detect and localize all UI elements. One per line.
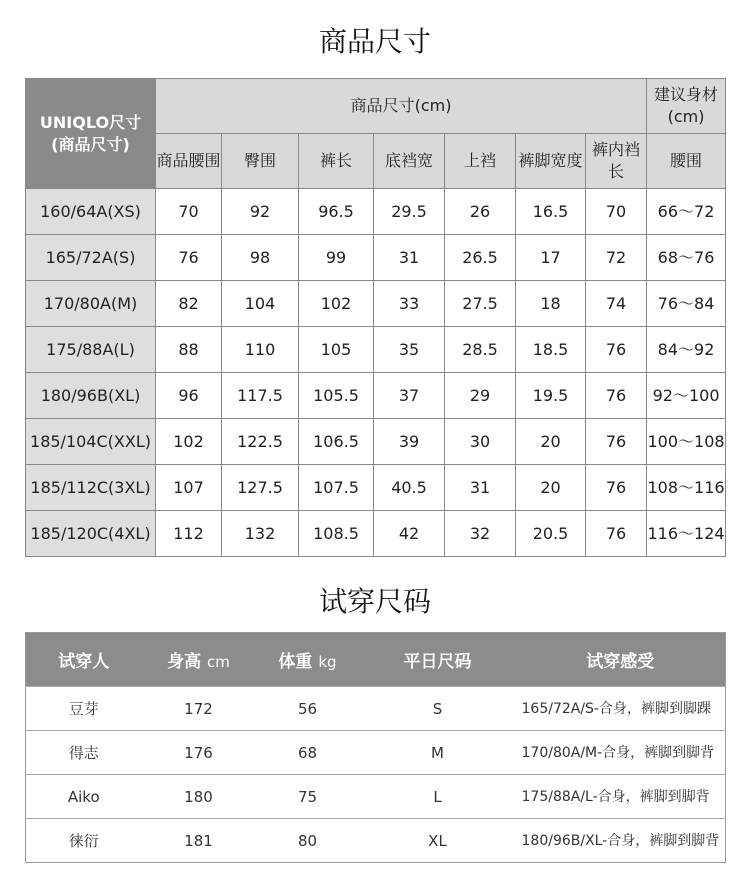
- size-row: [26, 189, 726, 235]
- trial-header-size: 平日尺码: [360, 633, 516, 687]
- trial-feel-cell: 180/96B/XL-合身，裤脚到脚背: [516, 819, 726, 863]
- size-label-cell: 185/104C(XXL): [26, 419, 156, 465]
- size-value-cell: 76: [586, 327, 647, 373]
- size-value-cell: 27.5: [445, 281, 516, 327]
- size-value-cell: 28.5: [445, 327, 516, 373]
- trial-header-feel: 试穿感受: [516, 633, 726, 687]
- size-value-cell: 76: [156, 235, 222, 281]
- size-value-cell: 92: [222, 189, 299, 235]
- size-row: [26, 281, 726, 327]
- size-value-cell: 92～100: [647, 373, 726, 419]
- size-value-cell: 31: [374, 235, 445, 281]
- size-label-cell: 170/80A(M): [26, 281, 156, 327]
- size-value-cell: 26: [445, 189, 516, 235]
- size-value-cell: 17: [516, 235, 586, 281]
- size-label-cell: 180/96B(XL): [26, 373, 156, 419]
- size-row: [26, 511, 726, 557]
- size-value-cell: 26.5: [445, 235, 516, 281]
- size-value-cell: 31: [445, 465, 516, 511]
- column-header: 裤长: [299, 134, 374, 189]
- trial-header-height: [142, 633, 256, 687]
- suggest-header: [647, 79, 726, 134]
- size-value-cell: 110: [222, 327, 299, 373]
- trial-size-cell: L: [360, 775, 516, 819]
- size-value-cell: 84～92: [647, 327, 726, 373]
- corner-header: [26, 79, 156, 189]
- size-value-cell: 76: [586, 373, 647, 419]
- size-value-cell: 33: [374, 281, 445, 327]
- size-value-cell: 116～124: [647, 511, 726, 557]
- size-value-cell: 66～72: [647, 189, 726, 235]
- trial-row: [26, 775, 726, 819]
- size-value-cell: 108～116: [647, 465, 726, 511]
- size-value-cell: 70: [156, 189, 222, 235]
- size-value-cell: 72: [586, 235, 647, 281]
- size-value-cell: 100～108: [647, 419, 726, 465]
- size-value-cell: 107: [156, 465, 222, 511]
- trial-header-person: 试穿人: [26, 633, 142, 687]
- size-value-cell: 18: [516, 281, 586, 327]
- size-value-cell: 20.5: [516, 511, 586, 557]
- size-chart-table: [25, 78, 726, 557]
- size-value-cell: 19.5: [516, 373, 586, 419]
- trial-person-cell: 徕衍: [26, 819, 142, 863]
- size-section-title: 商品尺寸: [318, 25, 431, 58]
- size-value-cell: 82: [156, 281, 222, 327]
- size-value-cell: 112: [156, 511, 222, 557]
- trial-person-cell: Aiko: [26, 775, 142, 819]
- trial-feel-cell: 165/72A/S-合身，裤脚到脚踝: [516, 687, 726, 731]
- trial-size-cell: M: [360, 731, 516, 775]
- suggest-header-line1: 建议身材: [654, 85, 719, 105]
- trial-header-height-unit: cm: [207, 653, 230, 671]
- size-value-cell: 105: [299, 327, 374, 373]
- size-value-cell: 29.5: [374, 189, 445, 235]
- trial-height-cell: 180: [142, 775, 256, 819]
- trial-header-weight-label: 体重: [278, 652, 313, 672]
- trial-header-weight-unit: kg: [318, 653, 337, 671]
- corner-header-line2: (商品尺寸): [51, 134, 130, 154]
- size-row: [26, 465, 726, 511]
- size-value-cell: 42: [374, 511, 445, 557]
- trial-height-cell: 181: [142, 819, 256, 863]
- size-label-cell: 175/88A(L): [26, 327, 156, 373]
- trial-weight-cell: 68: [256, 731, 360, 775]
- size-value-cell: 108.5: [299, 511, 374, 557]
- size-value-cell: 105.5: [299, 373, 374, 419]
- trial-section-title: 试穿尺码: [318, 585, 431, 618]
- size-value-cell: 99: [299, 235, 374, 281]
- column-header: 底裆宽: [374, 134, 445, 189]
- size-value-cell: 127.5: [222, 465, 299, 511]
- trial-size-cell: XL: [360, 819, 516, 863]
- trial-table: [25, 632, 726, 863]
- size-value-cell: 76: [586, 465, 647, 511]
- size-value-cell: 68～76: [647, 235, 726, 281]
- column-header: 腰围: [647, 134, 726, 189]
- size-label-cell: 185/120C(4XL): [26, 511, 156, 557]
- size-value-cell: 88: [156, 327, 222, 373]
- column-header: 臀围: [222, 134, 299, 189]
- group-header: 商品尺寸(cm): [156, 79, 647, 134]
- trial-weight-cell: 56: [256, 687, 360, 731]
- size-value-cell: 16.5: [516, 189, 586, 235]
- size-value-cell: 102: [156, 419, 222, 465]
- trial-height-cell: 172: [142, 687, 256, 731]
- size-label-cell: 160/64A(XS): [26, 189, 156, 235]
- size-value-cell: 96.5: [299, 189, 374, 235]
- size-value-cell: 107.5: [299, 465, 374, 511]
- size-value-cell: 98: [222, 235, 299, 281]
- size-value-cell: 70: [586, 189, 647, 235]
- trial-row: [26, 687, 726, 731]
- size-value-cell: 102: [299, 281, 374, 327]
- size-row: [26, 327, 726, 373]
- trial-feel-cell: 170/80A/M-合身，裤脚到脚背: [516, 731, 726, 775]
- size-value-cell: 76: [586, 511, 647, 557]
- size-value-cell: 39: [374, 419, 445, 465]
- size-label-cell: 165/72A(S): [26, 235, 156, 281]
- suggest-header-line2: (cm): [667, 107, 705, 126]
- size-value-cell: 76～84: [647, 281, 726, 327]
- trial-header-weight: [256, 633, 360, 687]
- corner-header-line1: UNIQLO尺寸: [39, 112, 142, 132]
- trial-weight-cell: 75: [256, 775, 360, 819]
- size-value-cell: 117.5: [222, 373, 299, 419]
- size-value-cell: 104: [222, 281, 299, 327]
- column-header: 上裆: [445, 134, 516, 189]
- size-value-cell: 20: [516, 419, 586, 465]
- trial-person-cell: 得志: [26, 731, 142, 775]
- trial-row: [26, 819, 726, 863]
- size-value-cell: 132: [222, 511, 299, 557]
- trial-size-cell: S: [360, 687, 516, 731]
- size-row: [26, 419, 726, 465]
- size-value-cell: 122.5: [222, 419, 299, 465]
- trial-height-cell: 176: [142, 731, 256, 775]
- size-value-cell: 35: [374, 327, 445, 373]
- size-value-cell: 29: [445, 373, 516, 419]
- trial-person-cell: 豆芽: [26, 687, 142, 731]
- size-value-cell: 76: [586, 419, 647, 465]
- trial-header-height-label: 身高: [167, 652, 202, 672]
- size-row: [26, 373, 726, 419]
- column-header: 裤内裆长: [586, 134, 647, 189]
- size-value-cell: 30: [445, 419, 516, 465]
- size-value-cell: 40.5: [374, 465, 445, 511]
- size-value-cell: 20: [516, 465, 586, 511]
- size-value-cell: 106.5: [299, 419, 374, 465]
- size-value-cell: 96: [156, 373, 222, 419]
- size-value-cell: 74: [586, 281, 647, 327]
- trial-weight-cell: 80: [256, 819, 360, 863]
- trial-row: [26, 731, 726, 775]
- size-value-cell: 18.5: [516, 327, 586, 373]
- size-value-cell: 32: [445, 511, 516, 557]
- column-header: 裤脚宽度: [516, 134, 586, 189]
- size-value-cell: 37: [374, 373, 445, 419]
- trial-feel-cell: 175/88A/L-合身，裤脚到脚背: [516, 775, 726, 819]
- size-row: [26, 235, 726, 281]
- size-label-cell: 185/112C(3XL): [26, 465, 156, 511]
- column-header: 商品腰围: [156, 134, 222, 189]
